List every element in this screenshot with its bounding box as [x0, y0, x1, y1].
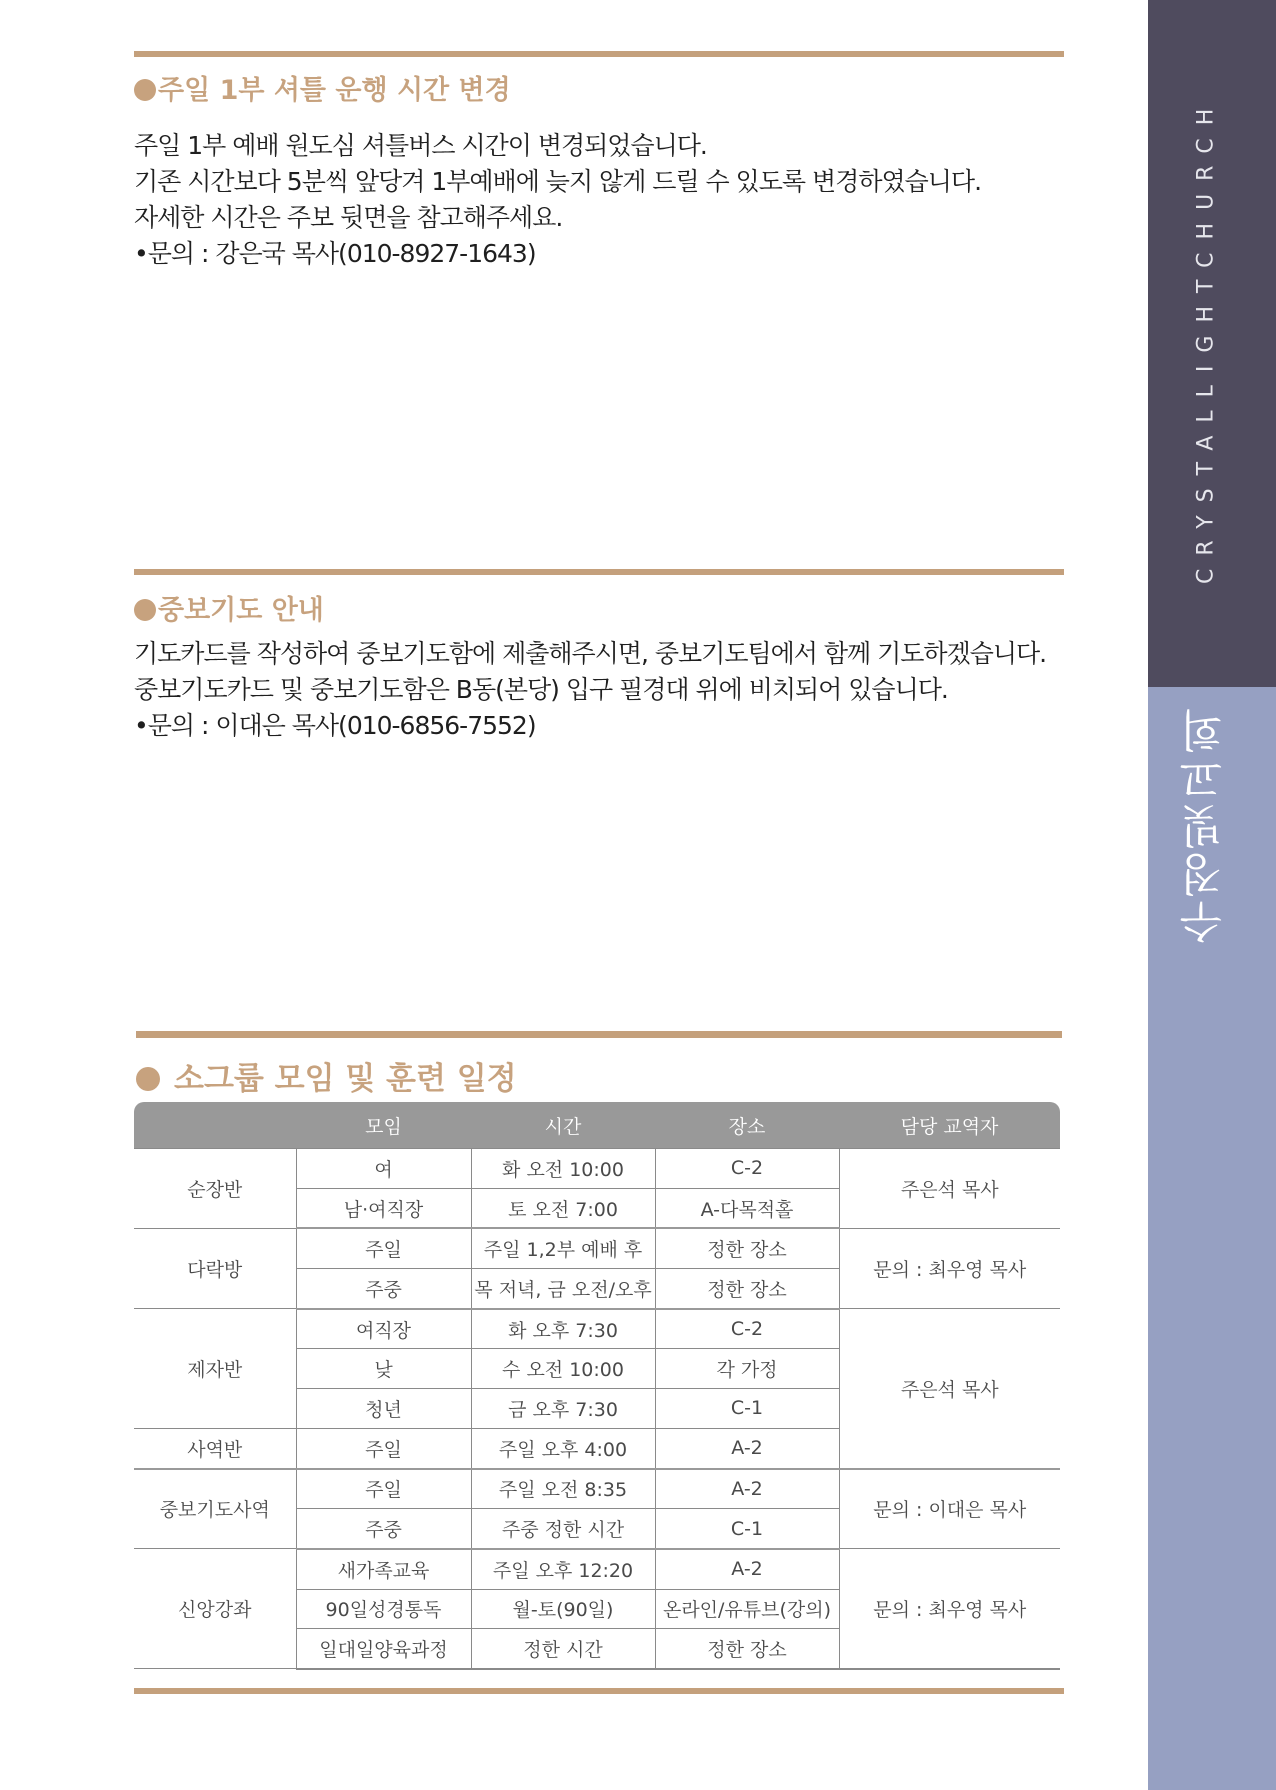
place-cell: A-2: [655, 1469, 839, 1509]
pastor-cell: 문의 : 최우영 목사: [839, 1549, 1060, 1669]
place-cell: C-1: [655, 1509, 839, 1549]
table-row: [134, 1149, 1060, 1189]
table-row: [134, 1228, 1060, 1268]
header-pastor: 담당 교역자: [839, 1102, 1060, 1149]
time-cell: 월-토(90일): [471, 1589, 655, 1629]
time-cell: 수 오전 10:00: [471, 1349, 655, 1389]
table-header-row: [134, 1102, 1060, 1149]
place-cell: C-1: [655, 1389, 839, 1429]
pastor-cell: 문의 : 이대은 목사: [839, 1469, 1060, 1549]
place-cell: 정한 장소: [655, 1269, 839, 1309]
time-cell: 주일 오후 4:00: [471, 1428, 655, 1468]
header-place: 장소: [655, 1102, 839, 1149]
smallgroup-schedule-table: [134, 1102, 1060, 1670]
meeting-cell: 주일: [296, 1469, 471, 1509]
section-rule: [136, 1031, 1062, 1038]
section-title: 중보기도 안내: [158, 595, 324, 626]
header-blank: [134, 1102, 296, 1149]
meeting-cell: 주일: [296, 1428, 471, 1468]
place-cell: C-2: [655, 1149, 839, 1189]
meeting-cell: 여직장: [296, 1309, 471, 1349]
section-rule: [134, 1688, 1064, 1694]
group-name-cell: 제자반: [134, 1309, 296, 1429]
place-cell: C-2: [655, 1309, 839, 1349]
section-title: 주일 1부 셔틀 운행 시간 변경: [158, 75, 511, 106]
pastor-cell: 문의 : 최우영 목사: [839, 1228, 1060, 1308]
header-meeting: 모임: [296, 1102, 471, 1149]
body-line: 기도카드를 작성하여 중보기도함에 제출해주시면, 중보기도팀에서 함께 기도하겠습니다.: [134, 639, 1047, 668]
section-heading-shuttle: [134, 68, 511, 107]
contact-line: •문의 : 이대은 목사(010-6856-7552): [134, 711, 536, 740]
place-cell: 정한 장소: [655, 1629, 839, 1669]
body-line: 중보기도카드 및 중보기도함은 B동(본당) 입구 필경대 위에 비치되어 있습니다.: [134, 675, 948, 704]
time-cell: 정한 시간: [471, 1629, 655, 1669]
section-rule: [134, 569, 1064, 575]
prayer-notice-body: [134, 636, 1074, 744]
header-time: 시간: [471, 1102, 655, 1149]
meeting-cell: 90일성경통독: [296, 1589, 471, 1629]
meeting-cell: 낮: [296, 1349, 471, 1389]
group-name-cell: 사역반: [134, 1428, 296, 1468]
bullet-dot-icon: [136, 1067, 160, 1091]
section-title: 소그룹 모임 및 훈련 일정: [174, 1061, 517, 1097]
shuttle-notice-body: [134, 128, 1074, 272]
meeting-cell: 여: [296, 1149, 471, 1189]
place-cell: 각 가정: [655, 1349, 839, 1389]
time-cell: 목 저녁, 금 오전/오후: [471, 1269, 655, 1309]
body-line: 주일 1부 예배 원도심 셔틀버스 시간이 변경되었습니다.: [134, 131, 707, 160]
time-cell: 주일 1,2부 예배 후: [471, 1228, 655, 1268]
time-cell: 화 오후 7:30: [471, 1309, 655, 1349]
group-name-cell: 중보기도사역: [134, 1469, 296, 1549]
bullet-dot-icon: [134, 79, 156, 101]
meeting-cell: 주중: [296, 1269, 471, 1309]
time-cell: 주일 오후 12:20: [471, 1549, 655, 1589]
place-cell: A-다목적홀: [655, 1188, 839, 1228]
meeting-cell: 새가족교육: [296, 1549, 471, 1589]
meeting-cell: 일대일양육과정: [296, 1629, 471, 1669]
group-name-cell: 신앙강좌: [134, 1549, 296, 1669]
pastor-cell: 주은석 목사: [839, 1149, 1060, 1229]
group-name-cell: 다락방: [134, 1228, 296, 1308]
meeting-cell: 청년: [296, 1389, 471, 1429]
meeting-cell: 주중: [296, 1509, 471, 1549]
table-row: [134, 1309, 1060, 1349]
place-cell: 정한 장소: [655, 1228, 839, 1268]
section-heading-prayer: [134, 588, 324, 627]
body-line: 기존 시간보다 5분씩 앞당겨 1부예배에 늦지 않게 드릴 수 있도록 변경하였습니다.: [134, 167, 982, 196]
time-cell: 화 오전 10:00: [471, 1149, 655, 1189]
section-heading-smallgroup: [136, 1053, 517, 1098]
time-cell: 주중 정한 시간: [471, 1509, 655, 1549]
place-cell: A-2: [655, 1549, 839, 1589]
bullet-dot-icon: [134, 599, 156, 621]
section-rule: [134, 51, 1064, 57]
contact-line: •문의 : 강은국 목사(010-8927-1643): [134, 239, 536, 268]
table-row: [134, 1549, 1060, 1589]
time-cell: 토 오전 7:00: [471, 1188, 655, 1228]
group-name-cell: 순장반: [134, 1149, 296, 1229]
place-cell: 온라인/유튜브(강의): [655, 1589, 839, 1629]
time-cell: 금 오후 7:30: [471, 1389, 655, 1429]
church-english-name: CRYSTALLIGHTCHURCH: [1193, 95, 1219, 585]
table-row: [134, 1469, 1060, 1509]
place-cell: A-2: [655, 1428, 839, 1468]
church-korean-name: 수정빛교회: [1180, 705, 1231, 945]
time-cell: 주일 오전 8:35: [471, 1469, 655, 1509]
body-line: 자세한 시간은 주보 뒷면을 참고해주세요.: [134, 203, 563, 232]
meeting-cell: 남·여직장: [296, 1188, 471, 1228]
pastor-cell: 주은석 목사: [839, 1309, 1060, 1469]
meeting-cell: 주일: [296, 1228, 471, 1268]
